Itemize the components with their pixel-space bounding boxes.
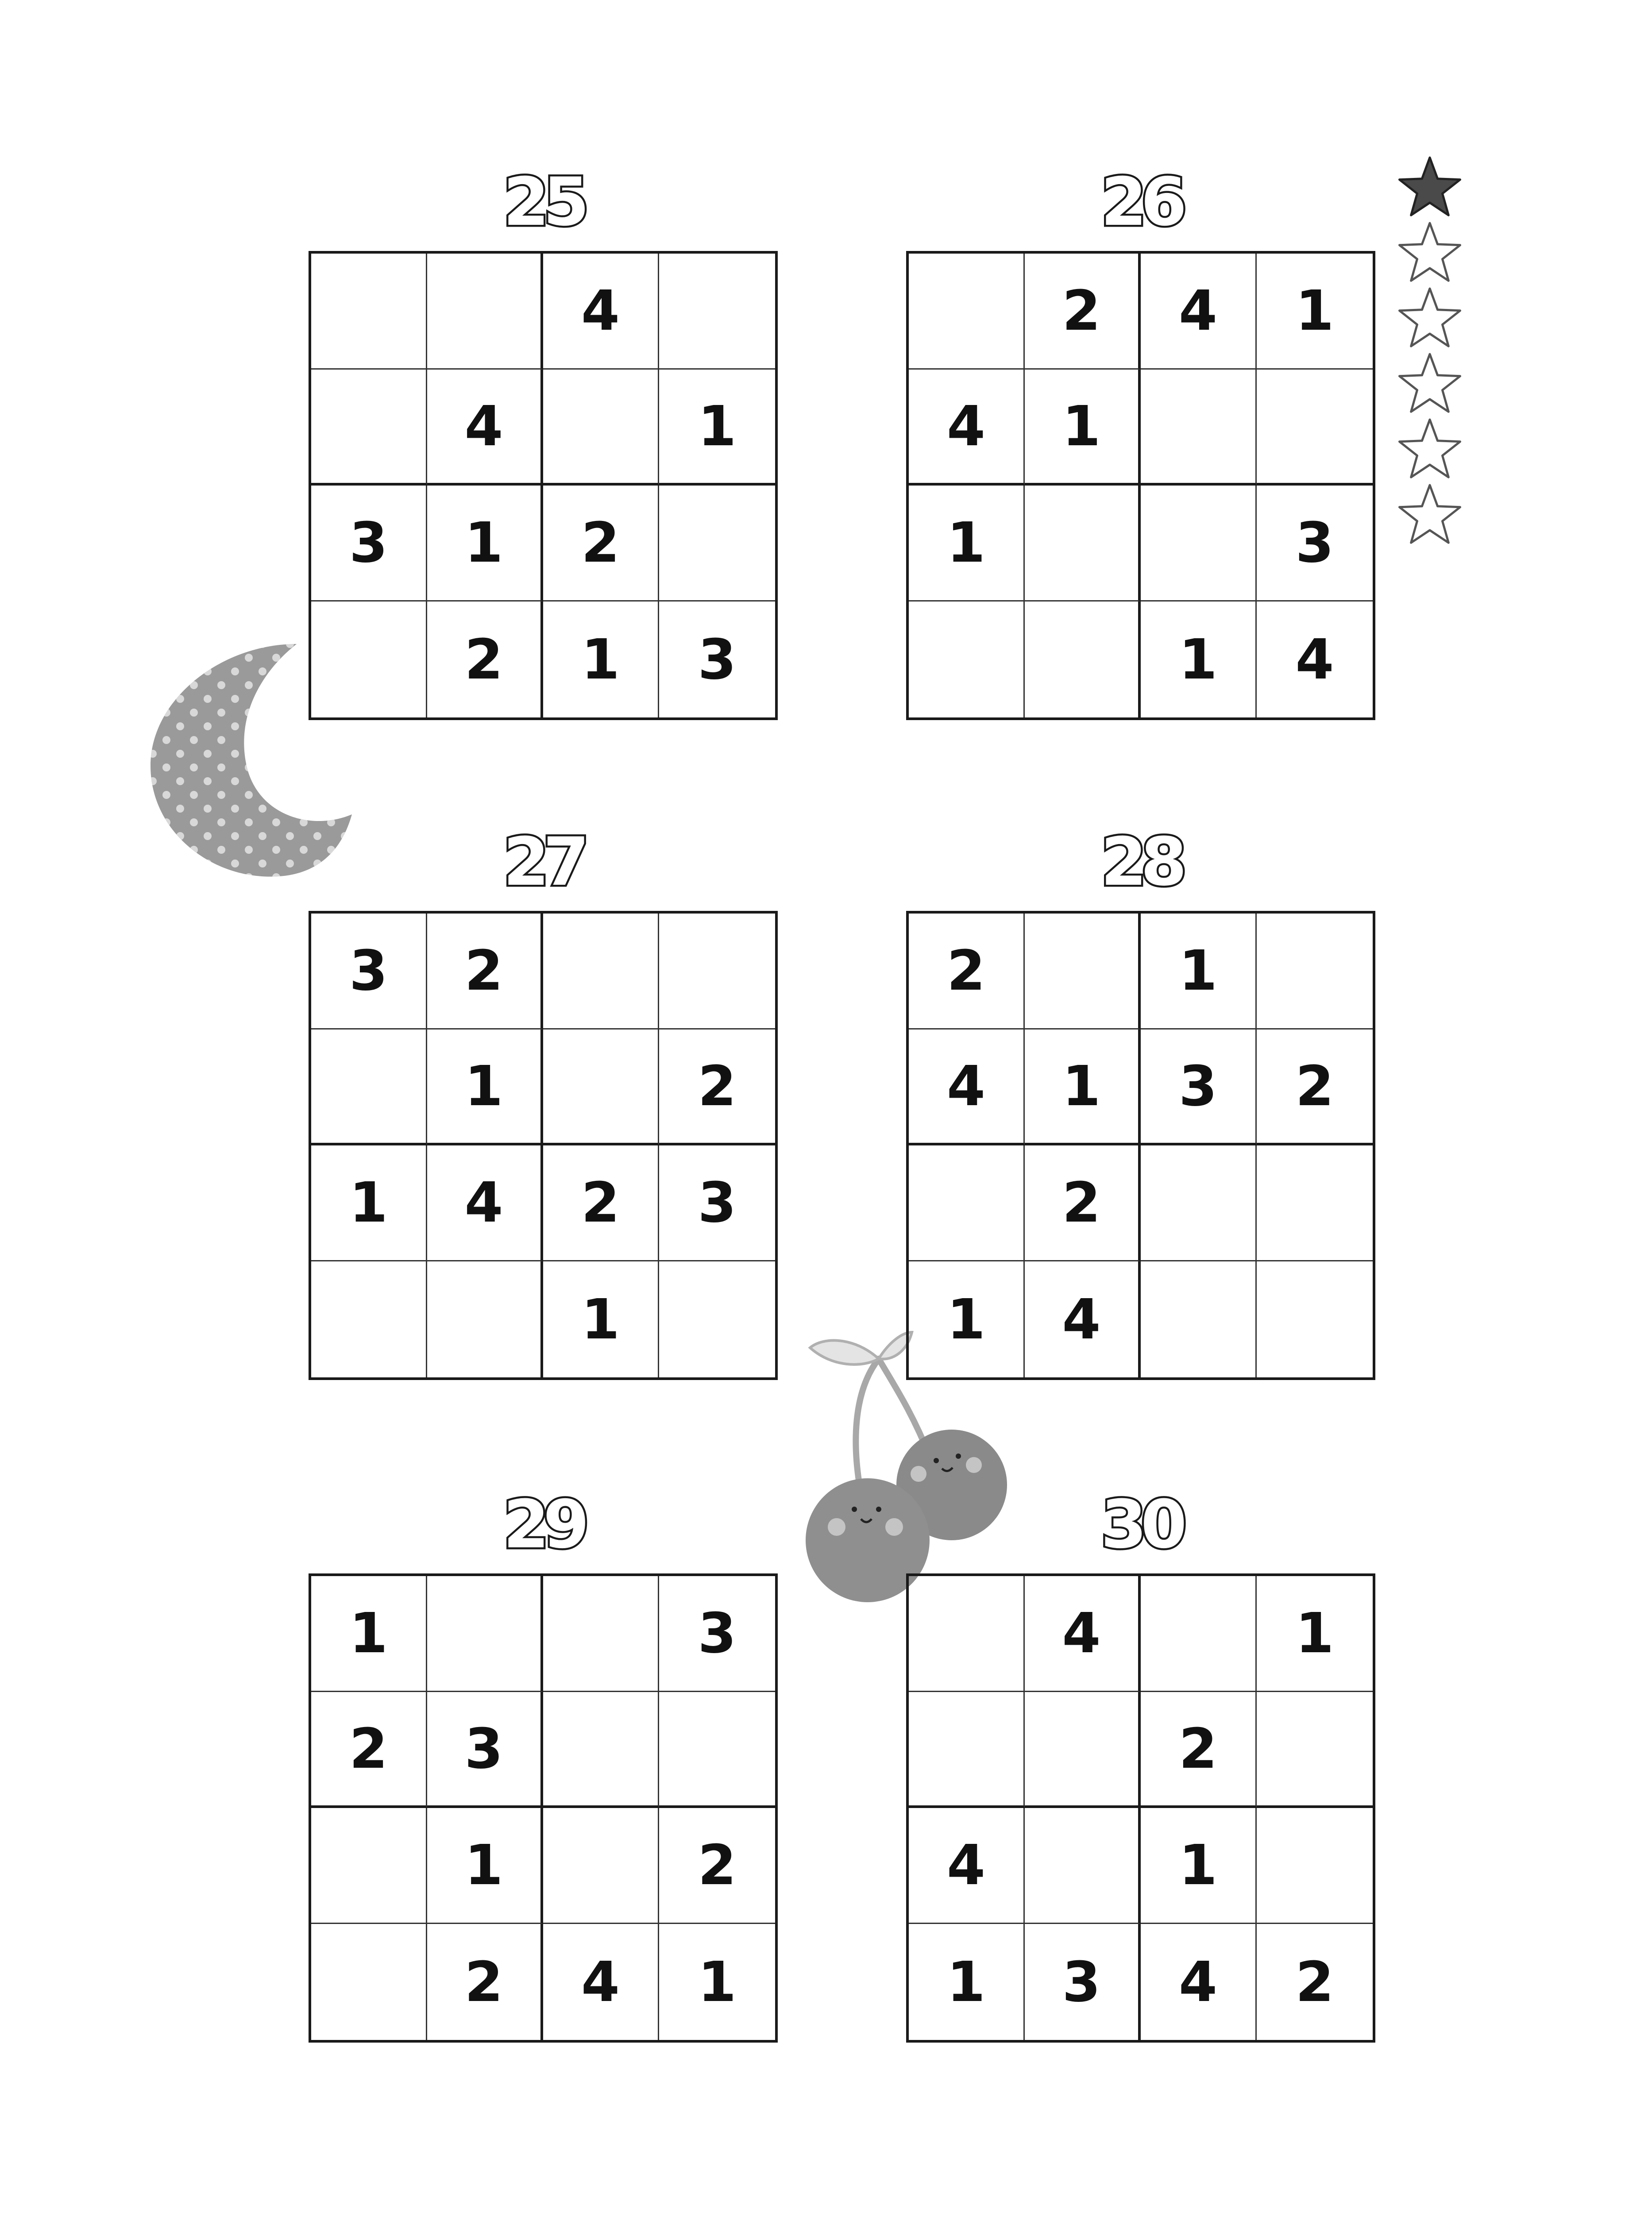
grid-cell: 1 xyxy=(1257,1576,1373,1692)
grid-cell[interactable] xyxy=(427,1261,543,1377)
grid-cell: 3 xyxy=(659,1576,775,1692)
grid-cell: 4 xyxy=(543,254,659,370)
grid-cell: 3 xyxy=(311,914,427,1029)
puzzle-number: 29 xyxy=(503,1486,583,1563)
grid-cell[interactable] xyxy=(659,1692,775,1808)
grid-cell: 1 xyxy=(311,1576,427,1692)
grid-cell: 4 xyxy=(1025,1576,1141,1692)
sudoku-grid xyxy=(906,1573,1375,2043)
puzzle-number: 28 xyxy=(1100,824,1181,901)
grid-cell: 1 xyxy=(1257,254,1373,370)
grid-cell: 4 xyxy=(1141,1924,1257,2040)
grid-cell[interactable] xyxy=(311,1808,427,1924)
grid-cell[interactable] xyxy=(1025,1808,1141,1924)
grid-cell: 4 xyxy=(1141,254,1257,370)
grid-cell[interactable] xyxy=(659,1261,775,1377)
grid-cell[interactable] xyxy=(543,1029,659,1145)
grid-cell: 2 xyxy=(427,1924,543,2040)
grid-cell: 1 xyxy=(543,601,659,717)
grid-cell[interactable] xyxy=(1025,486,1141,601)
grid-cell: 2 xyxy=(427,601,543,717)
star-outline-icon xyxy=(1400,223,1460,281)
grid-cell: 1 xyxy=(427,1808,543,1924)
grid-cell[interactable] xyxy=(909,1576,1025,1692)
grid-cell[interactable] xyxy=(543,914,659,1029)
grid-cell: 2 xyxy=(543,486,659,601)
grid-cell: 2 xyxy=(1025,1145,1141,1261)
grid-cell[interactable] xyxy=(311,1924,427,2040)
grid-cell[interactable] xyxy=(659,254,775,370)
grid-cell: 2 xyxy=(1257,1029,1373,1145)
grid-cell[interactable] xyxy=(1141,1576,1257,1692)
grid-cell[interactable] xyxy=(1257,1145,1373,1261)
puzzle-number: 26 xyxy=(1100,164,1181,241)
grid-cell: 4 xyxy=(909,1029,1025,1145)
grid-cell: 3 xyxy=(1257,486,1373,601)
grid-cell[interactable] xyxy=(311,1029,427,1145)
grid-cell[interactable] xyxy=(311,254,427,370)
grid-cell: 1 xyxy=(1025,370,1141,486)
grid-cell[interactable] xyxy=(1257,1808,1373,1924)
grid-cell[interactable] xyxy=(543,370,659,486)
grid-cell: 1 xyxy=(909,1261,1025,1377)
grid-cell[interactable] xyxy=(427,1576,543,1692)
grid-cell: 1 xyxy=(427,1029,543,1145)
grid-cell: 1 xyxy=(1141,1808,1257,1924)
sudoku-grid xyxy=(906,251,1375,720)
grid-cell: 4 xyxy=(1025,1261,1141,1377)
grid-cell[interactable] xyxy=(543,1576,659,1692)
grid-cell[interactable] xyxy=(659,914,775,1029)
grid-cell[interactable] xyxy=(1025,914,1141,1029)
grid-cell: 4 xyxy=(543,1924,659,2040)
grid-cell[interactable] xyxy=(1257,1261,1373,1377)
grid-cell: 1 xyxy=(1141,601,1257,717)
grid-cell: 3 xyxy=(427,1692,543,1808)
grid-cell[interactable] xyxy=(909,1145,1025,1261)
grid-cell[interactable] xyxy=(909,254,1025,370)
grid-cell: 1 xyxy=(698,1950,737,2014)
grid-cell: 1 xyxy=(909,486,1025,601)
grid-cell: 3 xyxy=(698,627,737,692)
grid-cell[interactable] xyxy=(659,486,775,601)
grid-cell: 2 xyxy=(1025,254,1141,370)
grid-cell[interactable] xyxy=(1257,914,1373,1029)
grid-cell: 4 xyxy=(909,370,1025,486)
grid-cell: 1 xyxy=(311,1145,427,1261)
puzzle-number: 25 xyxy=(503,164,583,241)
puzzle-number: 27 xyxy=(503,824,583,901)
grid-cell: 2 xyxy=(659,1808,775,1924)
grid-cell[interactable] xyxy=(1025,1692,1141,1808)
grid-cell[interactable] xyxy=(1141,1261,1257,1377)
grid-cell[interactable] xyxy=(543,1692,659,1808)
grid-cell[interactable] xyxy=(543,1808,659,1924)
difficulty-rating xyxy=(1397,155,1463,553)
grid-cell: 2 xyxy=(659,1029,775,1145)
star-outline-icon xyxy=(1400,354,1460,412)
grid-cell[interactable] xyxy=(311,370,427,486)
sudoku-grid xyxy=(309,1573,778,2043)
grid-cell: 3 xyxy=(659,1145,775,1261)
grid-cell: 1 xyxy=(543,1261,659,1377)
grid-cell: 1 xyxy=(659,370,775,486)
sudoku-grid xyxy=(309,911,778,1380)
grid-cell[interactable] xyxy=(1257,370,1373,486)
grid-cell: 1 xyxy=(909,1924,1025,2040)
grid-cell: 2 xyxy=(543,1145,659,1261)
grid-cell[interactable] xyxy=(1141,370,1257,486)
sudoku-grid xyxy=(906,911,1375,1380)
grid-cell: 2 xyxy=(311,1692,427,1808)
grid-cell[interactable] xyxy=(1257,1692,1373,1808)
grid-cell: 1 xyxy=(1025,1029,1141,1145)
grid-cell: 3 xyxy=(1141,1029,1257,1145)
grid-cell: 4 xyxy=(909,1808,1025,1924)
grid-cell: 4 xyxy=(427,1145,543,1261)
star-outline-icon xyxy=(1400,289,1460,346)
puzzle-number: 30 xyxy=(1100,1486,1181,1563)
grid-cell: 3 xyxy=(1025,1924,1141,2040)
grid-cell[interactable] xyxy=(1141,1145,1257,1261)
star-outline-icon xyxy=(1400,485,1460,543)
grid-cell: 1 xyxy=(1141,914,1257,1029)
grid-cell: 1 xyxy=(427,486,543,601)
grid-cell[interactable] xyxy=(311,1261,427,1377)
grid-cell[interactable] xyxy=(311,601,427,717)
grid-cell[interactable] xyxy=(1025,601,1141,717)
grid-cell[interactable] xyxy=(1141,486,1257,601)
grid-cell[interactable] xyxy=(909,601,1025,717)
grid-cell[interactable] xyxy=(909,1692,1025,1808)
grid-cell[interactable] xyxy=(427,254,543,370)
star-outline-icon xyxy=(1400,420,1460,477)
grid-cell: 2 xyxy=(1295,1950,1334,2014)
grid-cell: 2 xyxy=(909,914,1025,1029)
star-filled-icon xyxy=(1400,158,1460,215)
sudoku-grid xyxy=(309,251,778,720)
grid-cell: 4 xyxy=(427,370,543,486)
grid-cell: 4 xyxy=(1295,627,1334,692)
grid-cell: 2 xyxy=(1141,1692,1257,1808)
grid-cell: 3 xyxy=(311,486,427,601)
grid-cell: 2 xyxy=(427,914,543,1029)
